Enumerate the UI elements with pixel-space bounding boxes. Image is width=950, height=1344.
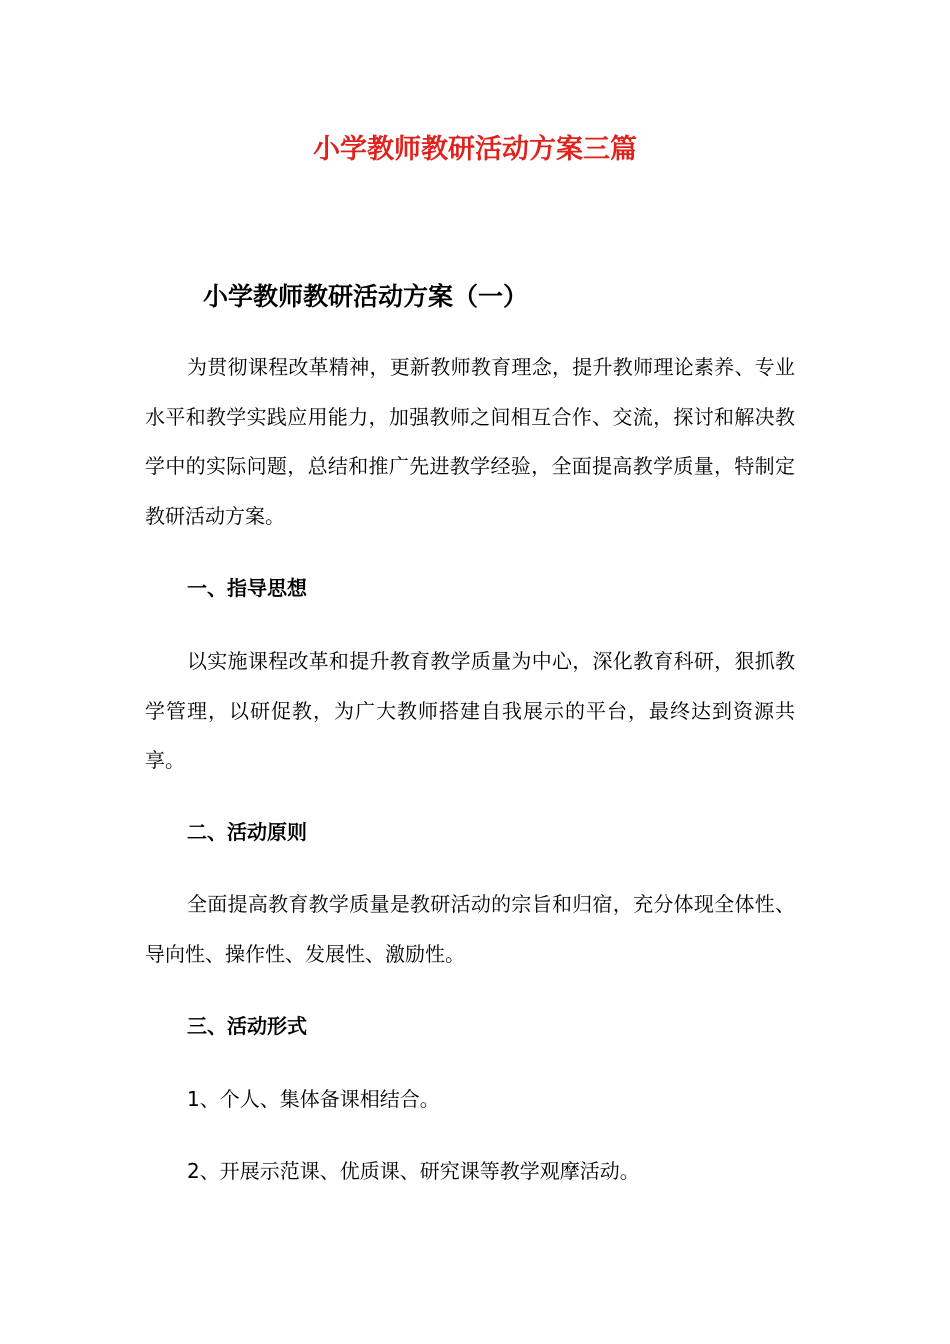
list-item: 1、个人、集体备课相结合。 (187, 1087, 440, 1111)
paragraph-guiding-ideology: 以实施课程改革和提升教育教学质量为中心，深化教育科研，狠抓教学管理，以研促教，为广大教师搭建自我展示的平台，最终达到资源共享。 (145, 649, 795, 772)
heading-activity-principles: 二、活动原则 (187, 820, 307, 844)
paragraph-activity-principles: 全面提高教育教学质量是教研活动的宗旨和归宿，充分体现全体性、导向性、操作性、发展性、激励性。 (145, 892, 795, 966)
heading-guiding-ideology: 一、指导思想 (187, 576, 307, 600)
section-title: 小学教师教研活动方案（一） (203, 282, 529, 311)
document-title: 小学教师教研活动方案三篇 (313, 134, 637, 165)
heading-activity-forms: 三、活动形式 (187, 1014, 307, 1038)
intro-paragraph: 为贯彻课程改革精神，更新教师教育理念，提升教师理论素养、专业水平和教学实践应用能力，加强教师之间相互合作、交流，探讨和解决教学中的实际问题，总结和推广先进教学经验，全面提高教学质量，特制定教研活动方案。 (145, 355, 795, 528)
list-item: 2、开展示范课、优质课、研究课等教学观摩活动。 (187, 1159, 640, 1183)
